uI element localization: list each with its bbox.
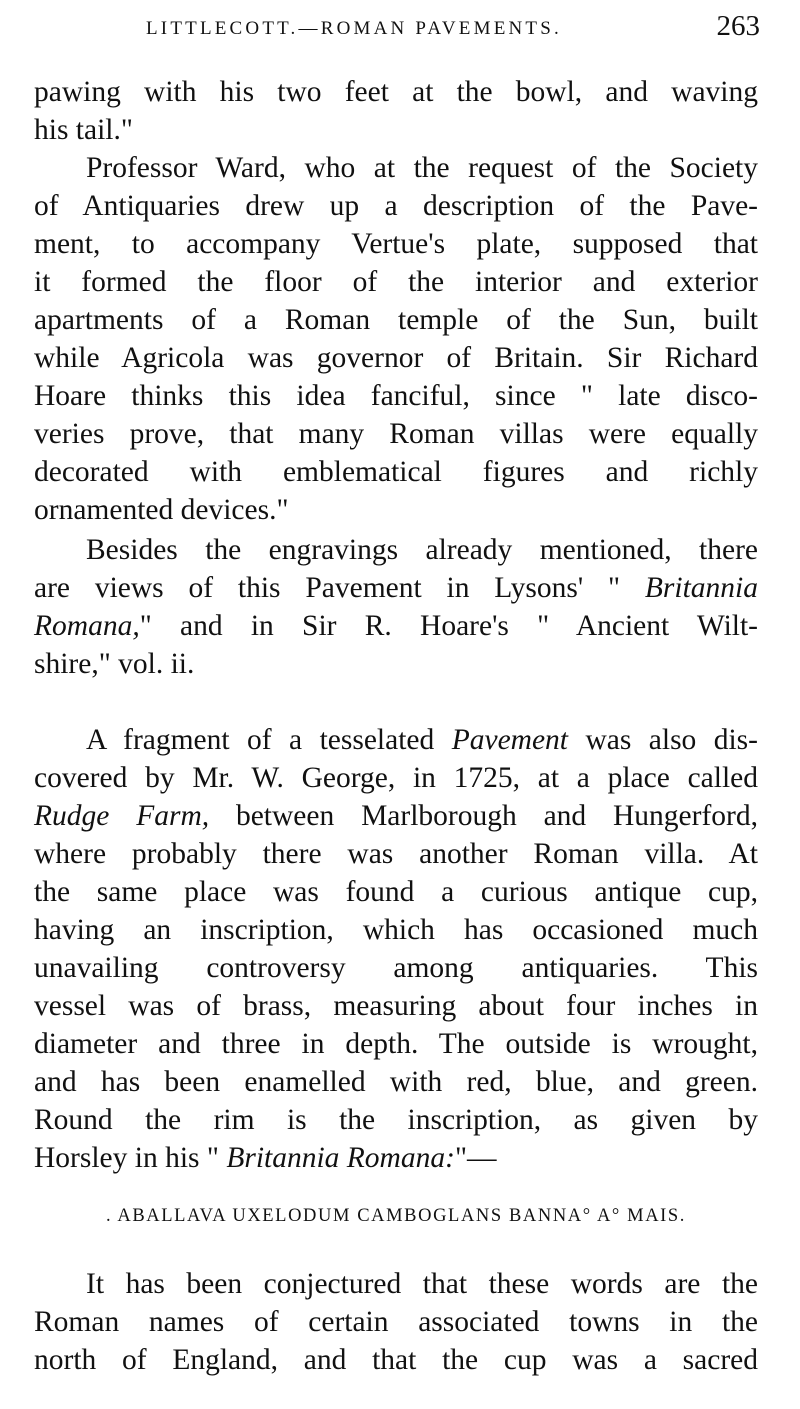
text-line: while Agricola was governor of Britain. Sir Richard (34, 342, 758, 374)
text-line: north of England, and that the cup was a sacred (34, 1344, 758, 1376)
running-head (34, 10, 760, 50)
italic-title: Britannia (644, 572, 758, 604)
text-line: Roman names of certain associated towns in the (34, 1306, 758, 1338)
text-line: and has been enamelled with red, blue, and green. (34, 1066, 758, 1098)
text-line: Besides the engravings already mentioned, there (86, 534, 758, 566)
text-line (34, 607, 758, 645)
text-line: of Antiquaries drew up a description of the Pave- (34, 190, 758, 222)
text-line (86, 721, 758, 759)
text-run: between Marlborough and Hungerford, (209, 800, 758, 832)
text-line: Professor Ward, who at the request of the Society (86, 152, 758, 184)
text-line (34, 797, 758, 835)
text-run: was also dis- (568, 724, 758, 756)
text-line: diameter and three in depth. The outside is wrought, (34, 1028, 758, 1060)
text-line: apartments of a Roman temple of the Sun, built (34, 304, 758, 336)
text-run: are views of this Pavement in Lysons' " (34, 572, 645, 604)
text-line: having an inscription, which has occasioned much (34, 914, 758, 946)
text-line (34, 1139, 758, 1177)
text-line: where probably there was another Roman villa. At (34, 838, 758, 870)
text-line: ment, to accompany Vertue's plate, supposed that (34, 228, 758, 260)
text-run: "— (454, 1142, 497, 1174)
inscription: . ABALLAVA UXELODUM CAMBOGLANS BANNA° A° MAIS. (105, 1206, 687, 1226)
italic-word: Pavement (451, 724, 569, 756)
italic-title: Britannia Romana: (226, 1142, 455, 1174)
text-line: the same place was found a curious antique cup, (34, 876, 758, 908)
text-line: pawing with his two feet at the bowl, and waving (34, 76, 758, 108)
text-run: " and in Sir R. Hoare's " Ancient Wilt- (139, 610, 758, 642)
text-line: covered by Mr. W. George, in 1725, at a place called (34, 762, 758, 794)
text-line: Hoare thinks this idea fanciful, since " late disco- (34, 380, 758, 412)
text-line: his tail." (34, 114, 133, 146)
text-line: veries prove, that many Roman villas were equally (34, 418, 758, 450)
text-run: Horsley in his " (34, 1142, 227, 1174)
italic-place: Rudge Farm, (34, 800, 210, 832)
text-line: ornamented devices." (34, 494, 289, 526)
text-line: Round the rim is the inscription, as given by (34, 1104, 758, 1136)
text-line: shire," vol. ii. (34, 648, 195, 680)
text-line: It has been conjectured that these words are the (86, 1268, 758, 1300)
text-line (34, 569, 758, 607)
italic-title: Romana, (34, 610, 140, 642)
text-line: unavailing controversy among antiquaries. This (34, 952, 758, 984)
text-line: vessel was of brass, measuring about four inches in (34, 990, 758, 1022)
text-run: A fragment of a tesselated (86, 724, 452, 756)
text-line: decorated with emblematical figures and richly (34, 456, 758, 488)
page-number: 263 (716, 10, 760, 42)
running-title: LITTLECOTT.—ROMAN PAVEMENTS. (146, 18, 562, 39)
text-line: it formed the floor of the interior and exterior (34, 266, 758, 298)
